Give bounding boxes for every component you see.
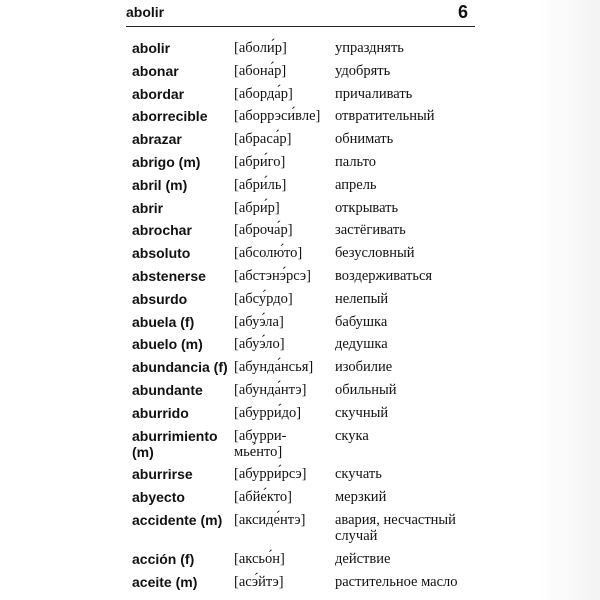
pronunciation: [абурри- мье́нто] xyxy=(234,427,287,460)
translation: апрель xyxy=(335,176,377,193)
pronunciation: [асэ́йтэ] xyxy=(234,573,284,590)
headword: acción (f) xyxy=(132,550,195,567)
pronunciation: [абри́р] xyxy=(234,199,280,216)
headword: abuelo (m) xyxy=(132,336,203,353)
translation: упразднять xyxy=(335,40,404,56)
dictionary-entry xyxy=(132,428,492,460)
entry-list xyxy=(132,40,492,596)
dictionary-entry xyxy=(132,40,492,56)
dictionary-entry xyxy=(132,108,492,124)
pronunciation: [абсолю́то] xyxy=(234,245,303,262)
headword: abrir xyxy=(132,199,164,216)
pronunciation: [абунда́нсья] xyxy=(234,359,314,376)
pronunciation: [аброча́р] xyxy=(234,222,293,239)
translation: скучать xyxy=(335,466,382,483)
pronunciation: [абона́р] xyxy=(234,62,287,79)
translation: растительное масло xyxy=(335,573,458,590)
translation: удобрять xyxy=(335,62,391,79)
headword: aburrimiento (m) xyxy=(132,427,218,460)
headword: aceite (m) xyxy=(132,573,198,590)
header-rule xyxy=(126,26,475,27)
page-number: 6 xyxy=(458,2,469,22)
dictionary-entry xyxy=(132,268,492,284)
dictionary-entry xyxy=(132,382,492,398)
pronunciation: [абсу́рдо] xyxy=(234,290,293,307)
pronunciation: [абуэ́ла] xyxy=(234,313,284,330)
dictionary-entry xyxy=(132,154,492,170)
translation: действие xyxy=(335,550,391,567)
headword: abolir xyxy=(132,40,171,56)
dictionary-entry xyxy=(132,131,492,147)
pronunciation: [абунда́нтэ] xyxy=(234,381,307,398)
pronunciation: [абурри́рсэ] xyxy=(234,466,307,483)
dictionary-entry xyxy=(132,359,492,375)
dictionary-entry xyxy=(132,86,492,102)
dictionary-entry xyxy=(132,512,492,544)
pronunciation: [абурри́до] xyxy=(234,404,302,421)
translation: пальто xyxy=(335,153,377,170)
translation: скучный xyxy=(335,404,389,421)
translation: воздерживаться xyxy=(335,267,433,284)
dictionary-entry xyxy=(132,551,492,567)
translation: безусловный xyxy=(335,245,415,262)
headword: abordar xyxy=(132,85,185,102)
translation: обнимать xyxy=(335,131,394,148)
translation: открывать xyxy=(335,199,399,216)
headword: aburrirse xyxy=(132,466,193,483)
dictionary-entry xyxy=(132,405,492,421)
pronunciation: [аксьо́н] xyxy=(234,550,285,567)
pronunciation: [абуэ́ло] xyxy=(234,336,285,353)
headword: abstenerse xyxy=(132,267,206,284)
translation: нелепый xyxy=(335,290,389,307)
headword: abrigo (m) xyxy=(132,153,201,170)
translation: застёгивать xyxy=(335,222,406,239)
translation: бабушка xyxy=(335,313,388,330)
headword: absurdo xyxy=(132,290,188,307)
headword: abril (m) xyxy=(132,176,188,193)
translation: дедушка xyxy=(335,336,388,353)
pronunciation: [аболи́р] xyxy=(234,40,287,56)
dictionary-entry xyxy=(132,574,492,590)
headword: abundante xyxy=(132,381,203,398)
dictionary-entry xyxy=(132,200,492,216)
dictionary-entry xyxy=(132,314,492,330)
headword: abundancia (f) xyxy=(132,359,228,376)
headword: aborrecible xyxy=(132,108,208,125)
pronunciation: [аборда́р] xyxy=(234,85,293,102)
headword: abrochar xyxy=(132,222,192,239)
pronunciation: [аборрэси́вле] xyxy=(234,108,321,125)
headword: abonar xyxy=(132,62,179,79)
pronunciation: [абйе́кто] xyxy=(234,489,292,506)
pronunciation: [абри́го] xyxy=(234,153,286,170)
dictionary-entry xyxy=(132,291,492,307)
pronunciation: [аксиде́нтэ] xyxy=(234,511,306,528)
dictionary-entry xyxy=(132,336,492,352)
pronunciation: [абраса́р] xyxy=(234,131,292,148)
dictionary-entry xyxy=(132,466,492,482)
pronunciation: [абри́ль] xyxy=(234,176,287,193)
translation: авария, несчастный случай xyxy=(335,511,456,544)
headword: aburrido xyxy=(132,404,189,421)
pronunciation: [абстэнэ́рсэ] xyxy=(234,267,311,284)
headword: absoluto xyxy=(132,245,191,262)
dictionary-entry xyxy=(132,245,492,261)
translation: мерзкий xyxy=(335,489,387,506)
dictionary-entry xyxy=(132,489,492,505)
running-header-word: abolir xyxy=(126,4,165,20)
headword: abyecto xyxy=(132,489,185,506)
headword: abrazar xyxy=(132,131,182,148)
dictionary-entry xyxy=(132,222,492,238)
dictionary-entry xyxy=(132,63,492,79)
dictionary-entry xyxy=(132,177,492,193)
translation: обильный xyxy=(335,381,397,398)
page-edge-shadow xyxy=(540,0,600,600)
translation: причаливать xyxy=(335,85,413,102)
translation: отвратительный xyxy=(335,108,435,125)
translation: изобилие xyxy=(335,359,393,376)
headword: abuela (f) xyxy=(132,313,195,330)
translation: скука xyxy=(335,427,369,444)
headword: accidente (m) xyxy=(132,511,223,528)
